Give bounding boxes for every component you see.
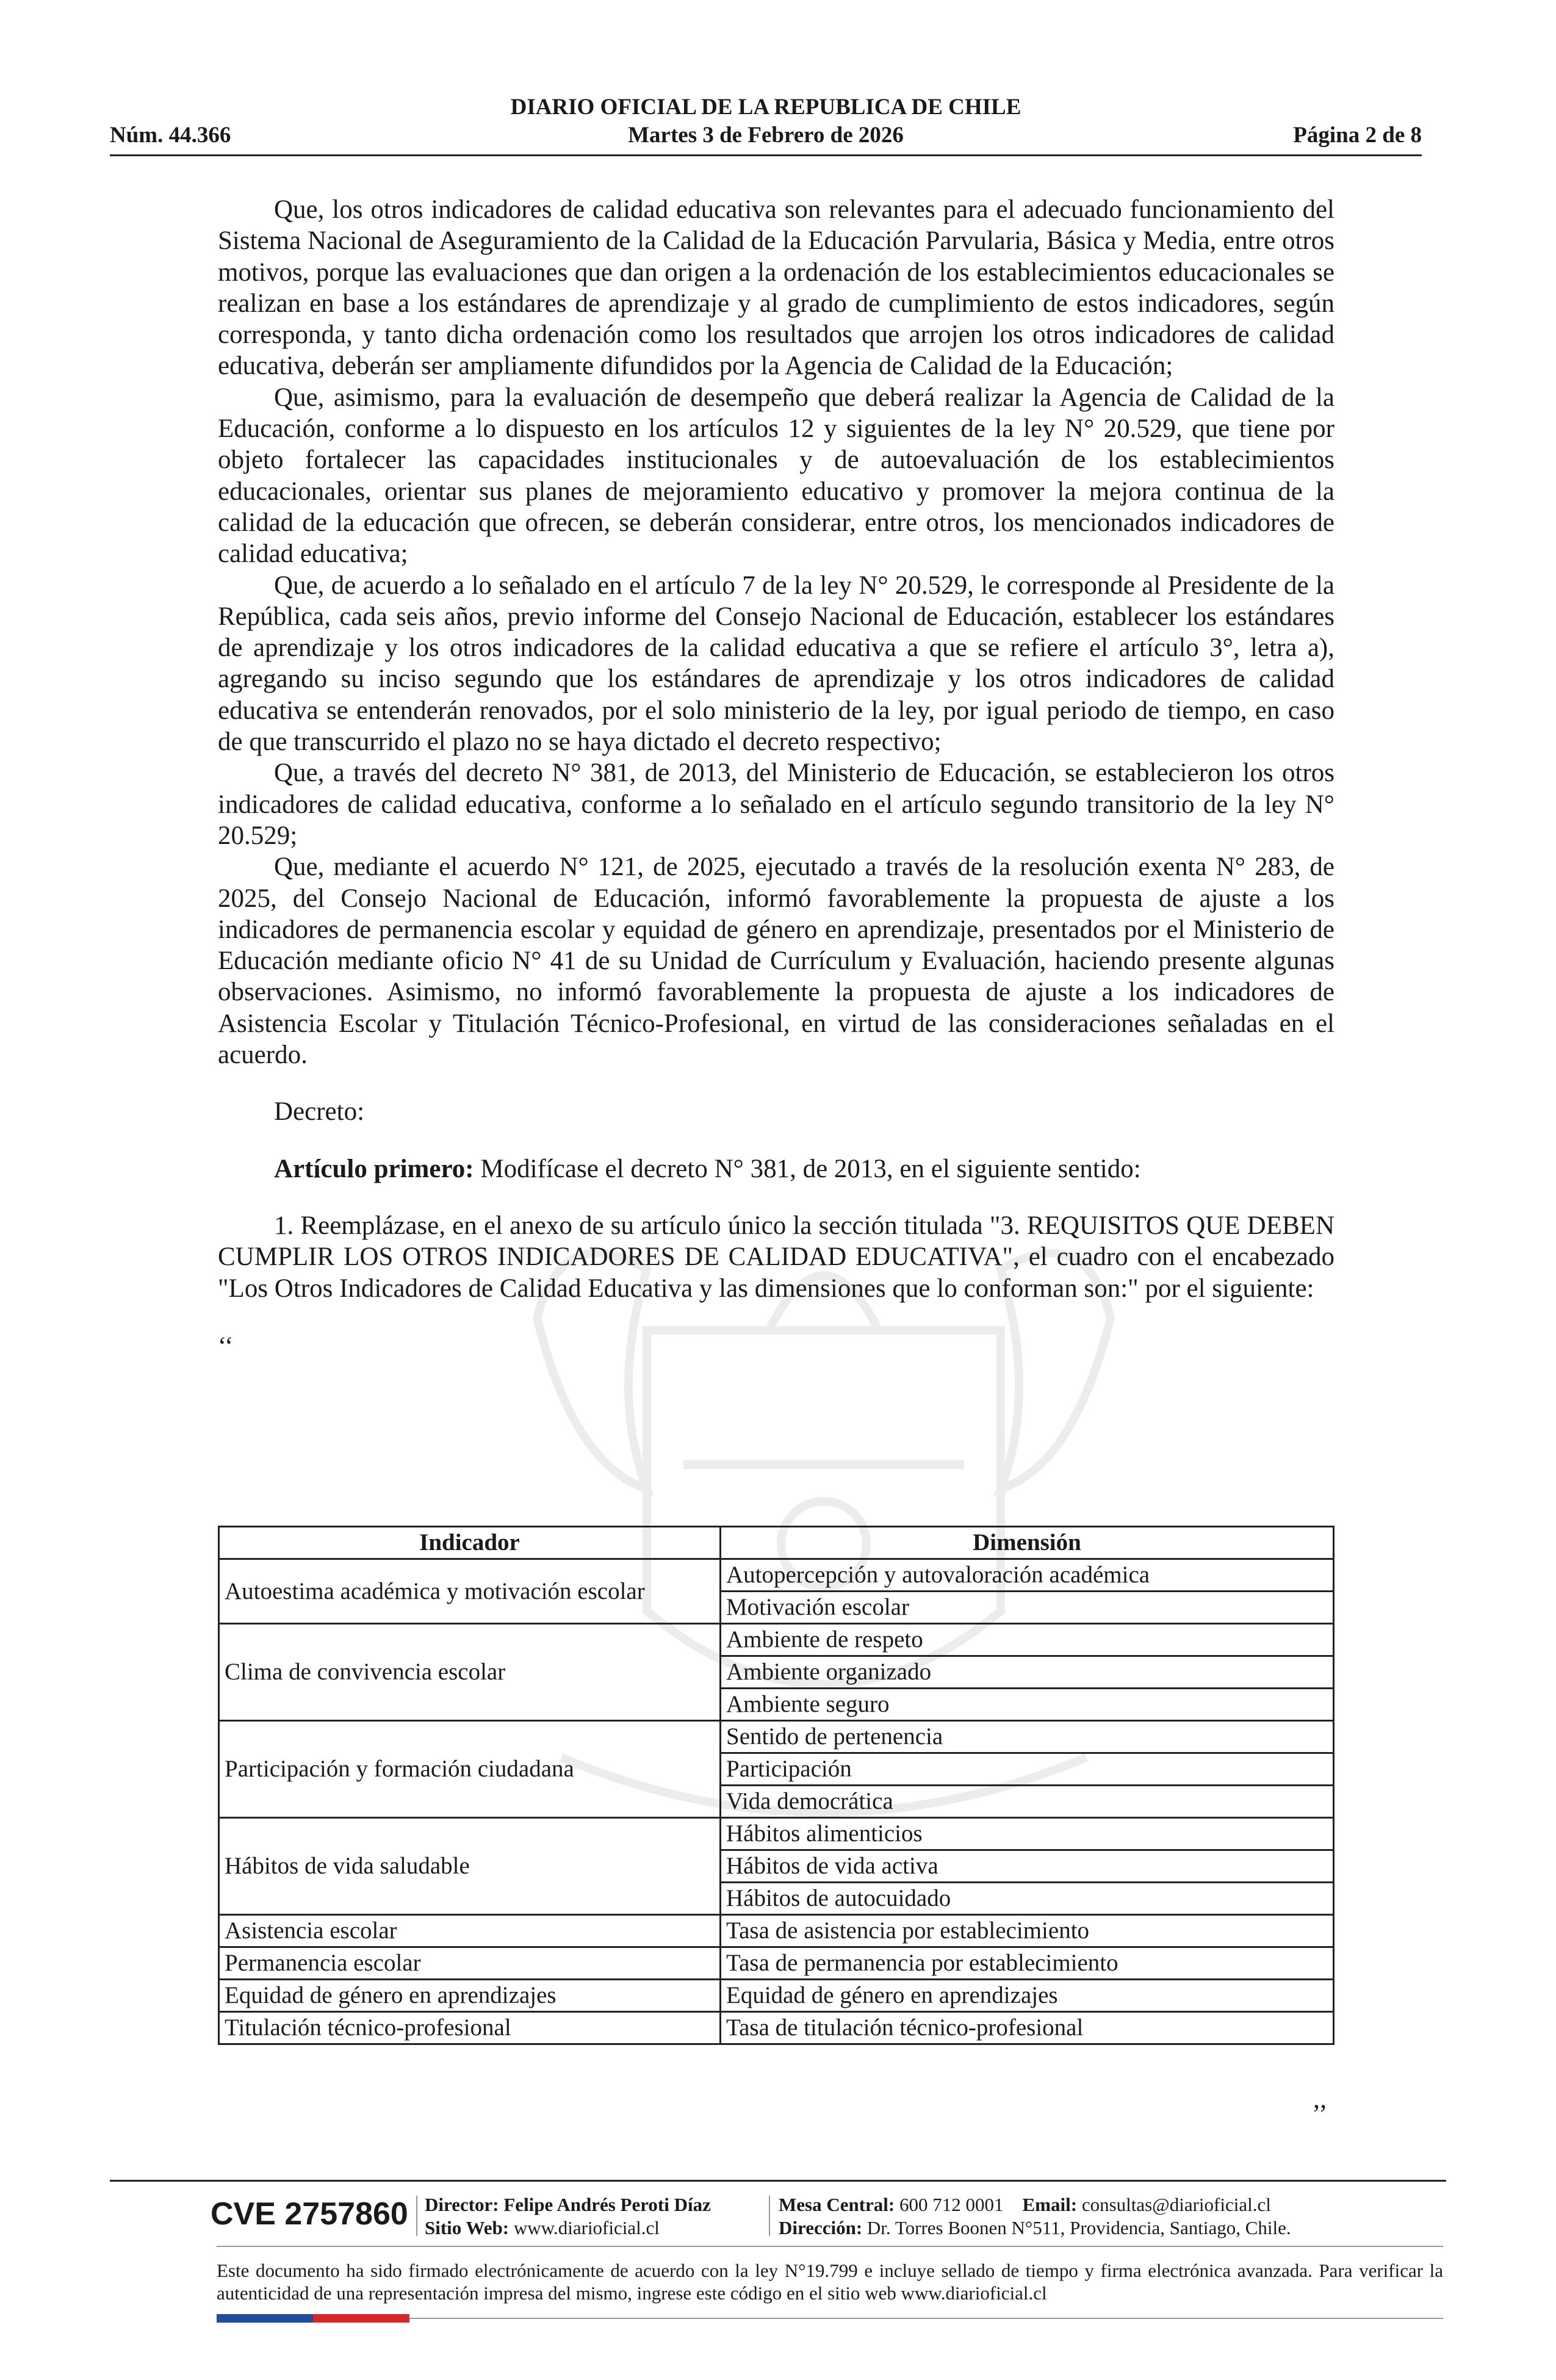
column-header: Indicador: [219, 1527, 721, 1559]
dimension-cell: Tasa de permanencia por establecimiento: [721, 1947, 1334, 1980]
flag-bar-red: [313, 2314, 409, 2323]
phone-number: 600 712 0001: [899, 2194, 1004, 2215]
paragraph: Que, a través del decreto N° 381, de 2013, del Ministerio de Educación, se establecieron los otros indicadores de calidad educativa, conforme a lo señalado en el artículo segundo transitorio de la ley N° 20.529;: [218, 759, 1334, 850]
issue-date: Martes 3 de Febrero de 2026: [628, 123, 904, 148]
director-label: Director:: [425, 2194, 499, 2215]
email-label: Email:: [1022, 2194, 1078, 2215]
footer-divider: [110, 2180, 1446, 2182]
dimension-cell: Tasa de titulación técnico-profesional: [721, 2012, 1334, 2044]
page-footer: [110, 2180, 1446, 2363]
indicator-cell: Asistencia escolar: [219, 1915, 721, 1947]
dimension-cell: Ambiente organizado: [721, 1656, 1334, 1689]
page-header: [110, 93, 1422, 160]
dimension-cell: Vida democrática: [721, 1786, 1334, 1818]
indicator-cell: Clima de convivencia escolar: [219, 1624, 721, 1721]
close-quote: ’’: [1312, 2100, 1328, 2129]
paragraph: Que, asimismo, para la evaluación de desempeño que deberá realizar la Agencia de Calidad de la Educación, conforme a lo dispuesto en los artículos 12 y siguientes de la ley N° 20.529, que tiene por objeto fortalecer las capacidades institucionales y de autoevaluación de los establecimientos educacionales, orientar sus planes de mejoramiento educativo y promover la mejora continua de la calidad de la educación que ofrecen, se deberán considerar, entre otros, los mencionados indicadores de calidad educativa;: [218, 383, 1334, 569]
table-row: [219, 1721, 1334, 1753]
indicator-cell: Autoestima académica y motivación escolar: [219, 1559, 721, 1624]
dimension-cell: Hábitos de vida activa: [721, 1850, 1334, 1883]
email-link[interactable]: consultas@diarioficial.cl: [1081, 2194, 1271, 2215]
table-row: [219, 1980, 1334, 2012]
table-row: [219, 2012, 1334, 2044]
table-row: [219, 1624, 1334, 1656]
footer-director-block: [425, 2193, 711, 2240]
dimension-cell: Autopercepción y autovaloración académica: [721, 1559, 1334, 1592]
director-name: Felipe Andrés Peroti Díaz: [503, 2194, 711, 2215]
article-first: [218, 1153, 1334, 1185]
indicators-table: [218, 1526, 1334, 2045]
dimension-cell: Motivación escolar: [721, 1592, 1334, 1624]
article-label: Artículo primero:: [274, 1154, 474, 1183]
dimension-cell: Hábitos de autocuidado: [721, 1883, 1334, 1915]
indicator-cell: Equidad de género en aprendizajes: [219, 1980, 721, 2012]
dimension-cell: Hábitos alimenticios: [721, 1818, 1334, 1850]
table-row: [219, 1947, 1334, 1980]
phone-label: Mesa Central:: [779, 2194, 895, 2215]
dimension-cell: Ambiente de respeto: [721, 1624, 1334, 1656]
table-header-row: [219, 1527, 1334, 1559]
table-row: [219, 1915, 1334, 1947]
dimension-cell: Equidad de género en aprendizajes: [721, 1980, 1334, 2012]
website-link[interactable]: www.diarioficial.cl: [513, 2217, 660, 2238]
address-label: Dirección:: [779, 2217, 863, 2238]
paragraph: Que, mediante el acuerdo N° 121, de 2025, ejecutado a través de la resolución exenta N° 283, de 2025, del Consejo Nacional de Educación, informó favorablemente la propuesta de ajuste a los indicadores de permanencia escolar y equidad de género en aprendizaje, presentados por el Ministerio de Educación mediante oficio N° 41 de su Unidad de Currículum y Evaluación, haciendo presente algunas observaciones. Asimismo, no informó favorablemente la propuesta de ajuste a los indicadores de Asistencia Escolar y Titulación Técnico-Profesional, en virtud de las consideraciones señaladas en el acuerdo.: [218, 853, 1334, 1070]
decreto-heading: Decreto:: [274, 1097, 365, 1127]
flag-bar-blue: [217, 2314, 313, 2323]
indicator-cell: Titulación técnico-profesional: [219, 2012, 721, 2044]
paragraph: Que, los otros indicadores de calidad educativa son relevantes para el adecuado funcionamiento del Sistema Nacional de Aseguramiento de la Calidad de la Educación Parvularia, Básica y Media, entre otros motivos, porque las evaluaciones que dan origen a la ordenación de los establecimientos educacionales se realizan en base a los estándares de aprendizaje y al grado de cumplimiento de estos indicadores, según corresponda, y tanto dicha ordenación como los resultados que arrojen los otros indicadores de calidad educativa, deberán ser ampliamente difundidos por la Agencia de Calidad de la Educación;: [218, 195, 1334, 381]
document-body: [218, 194, 1334, 1362]
table-row: [219, 1559, 1334, 1592]
indicator-cell: Permanencia escolar: [219, 1947, 721, 1980]
column-header: Dimensión: [721, 1527, 1334, 1559]
dimension-cell: Sentido de pertenencia: [721, 1721, 1334, 1753]
table-row: [219, 1818, 1334, 1850]
open-quote: ‘‘: [218, 1332, 234, 1361]
header-divider: [110, 154, 1422, 156]
flag-color-bar: [217, 2314, 409, 2323]
footer-separator: [416, 2196, 417, 2236]
dimension-cell: Participación: [721, 1753, 1334, 1786]
publication-title: DIARIO OFICIAL DE LA REPUBLICA DE CHILE: [510, 95, 1021, 120]
page-number: Página 2 de 8: [1293, 123, 1422, 148]
footer-contact-block: [779, 2193, 1291, 2240]
cve-code: CVE 2757860: [211, 2196, 408, 2232]
dimension-cell: Tasa de asistencia por establecimiento: [721, 1915, 1334, 1947]
item-1: 1. Reemplázase, en el anexo de su artículo único la sección titulada "3. REQUISITOS QUE DEBEN CUMPLIR LOS OTROS INDICADORES DE CALIDAD EDUCATIVA", el cuadro con el encabezado "Los Otros Indicadores de Calidad Educativa y las dimensiones que lo conforman son:" por el siguiente:: [218, 1211, 1334, 1303]
issue-number: Núm. 44.366: [110, 123, 231, 148]
paragraph: Que, de acuerdo a lo señalado en el artículo 7 de la ley N° 20.529, le corresponde al Presidente de la República, cada seis años, previo informe del Consejo Nacional de Educación, establecer los estándares de aprendizaje y los otros indicadores de la calidad educativa a que se refiere el artículo 3°, letra a), agregando su inciso segundo que los estándares de aprendizaje y los otros indicadores de calidad educativa se entenderán renovados, por el solo ministerio de la ley, por igual periodo de tiempo, en caso de que transcurrido el plazo no se haya dictado el decreto respectivo;: [218, 571, 1334, 757]
address-text: Dr. Torres Boonen N°511, Providencia, Santiago, Chile.: [866, 2217, 1291, 2238]
dimension-cell: Ambiente seguro: [721, 1689, 1334, 1721]
article-text: Modifícase el decreto N° 381, de 2013, en el siguiente sentido:: [474, 1154, 1141, 1183]
website-label: Sitio Web:: [425, 2217, 510, 2238]
indicator-cell: Hábitos de vida saludable: [219, 1818, 721, 1915]
legal-notice: Este documento ha sido firmado electrónicamente de acuerdo con la ley N°19.799 e incluye sellado de tiempo y firma electrónica avanzada. Para verificar la autenticidad de una representación impresa del mismo, ingrese este código en el sitio web www.diarioficial.cl: [217, 2260, 1443, 2304]
footer-separator: [769, 2196, 770, 2236]
indicator-cell: Participación y formación ciudadana: [219, 1721, 721, 1818]
footer-divider: [217, 2246, 1443, 2247]
